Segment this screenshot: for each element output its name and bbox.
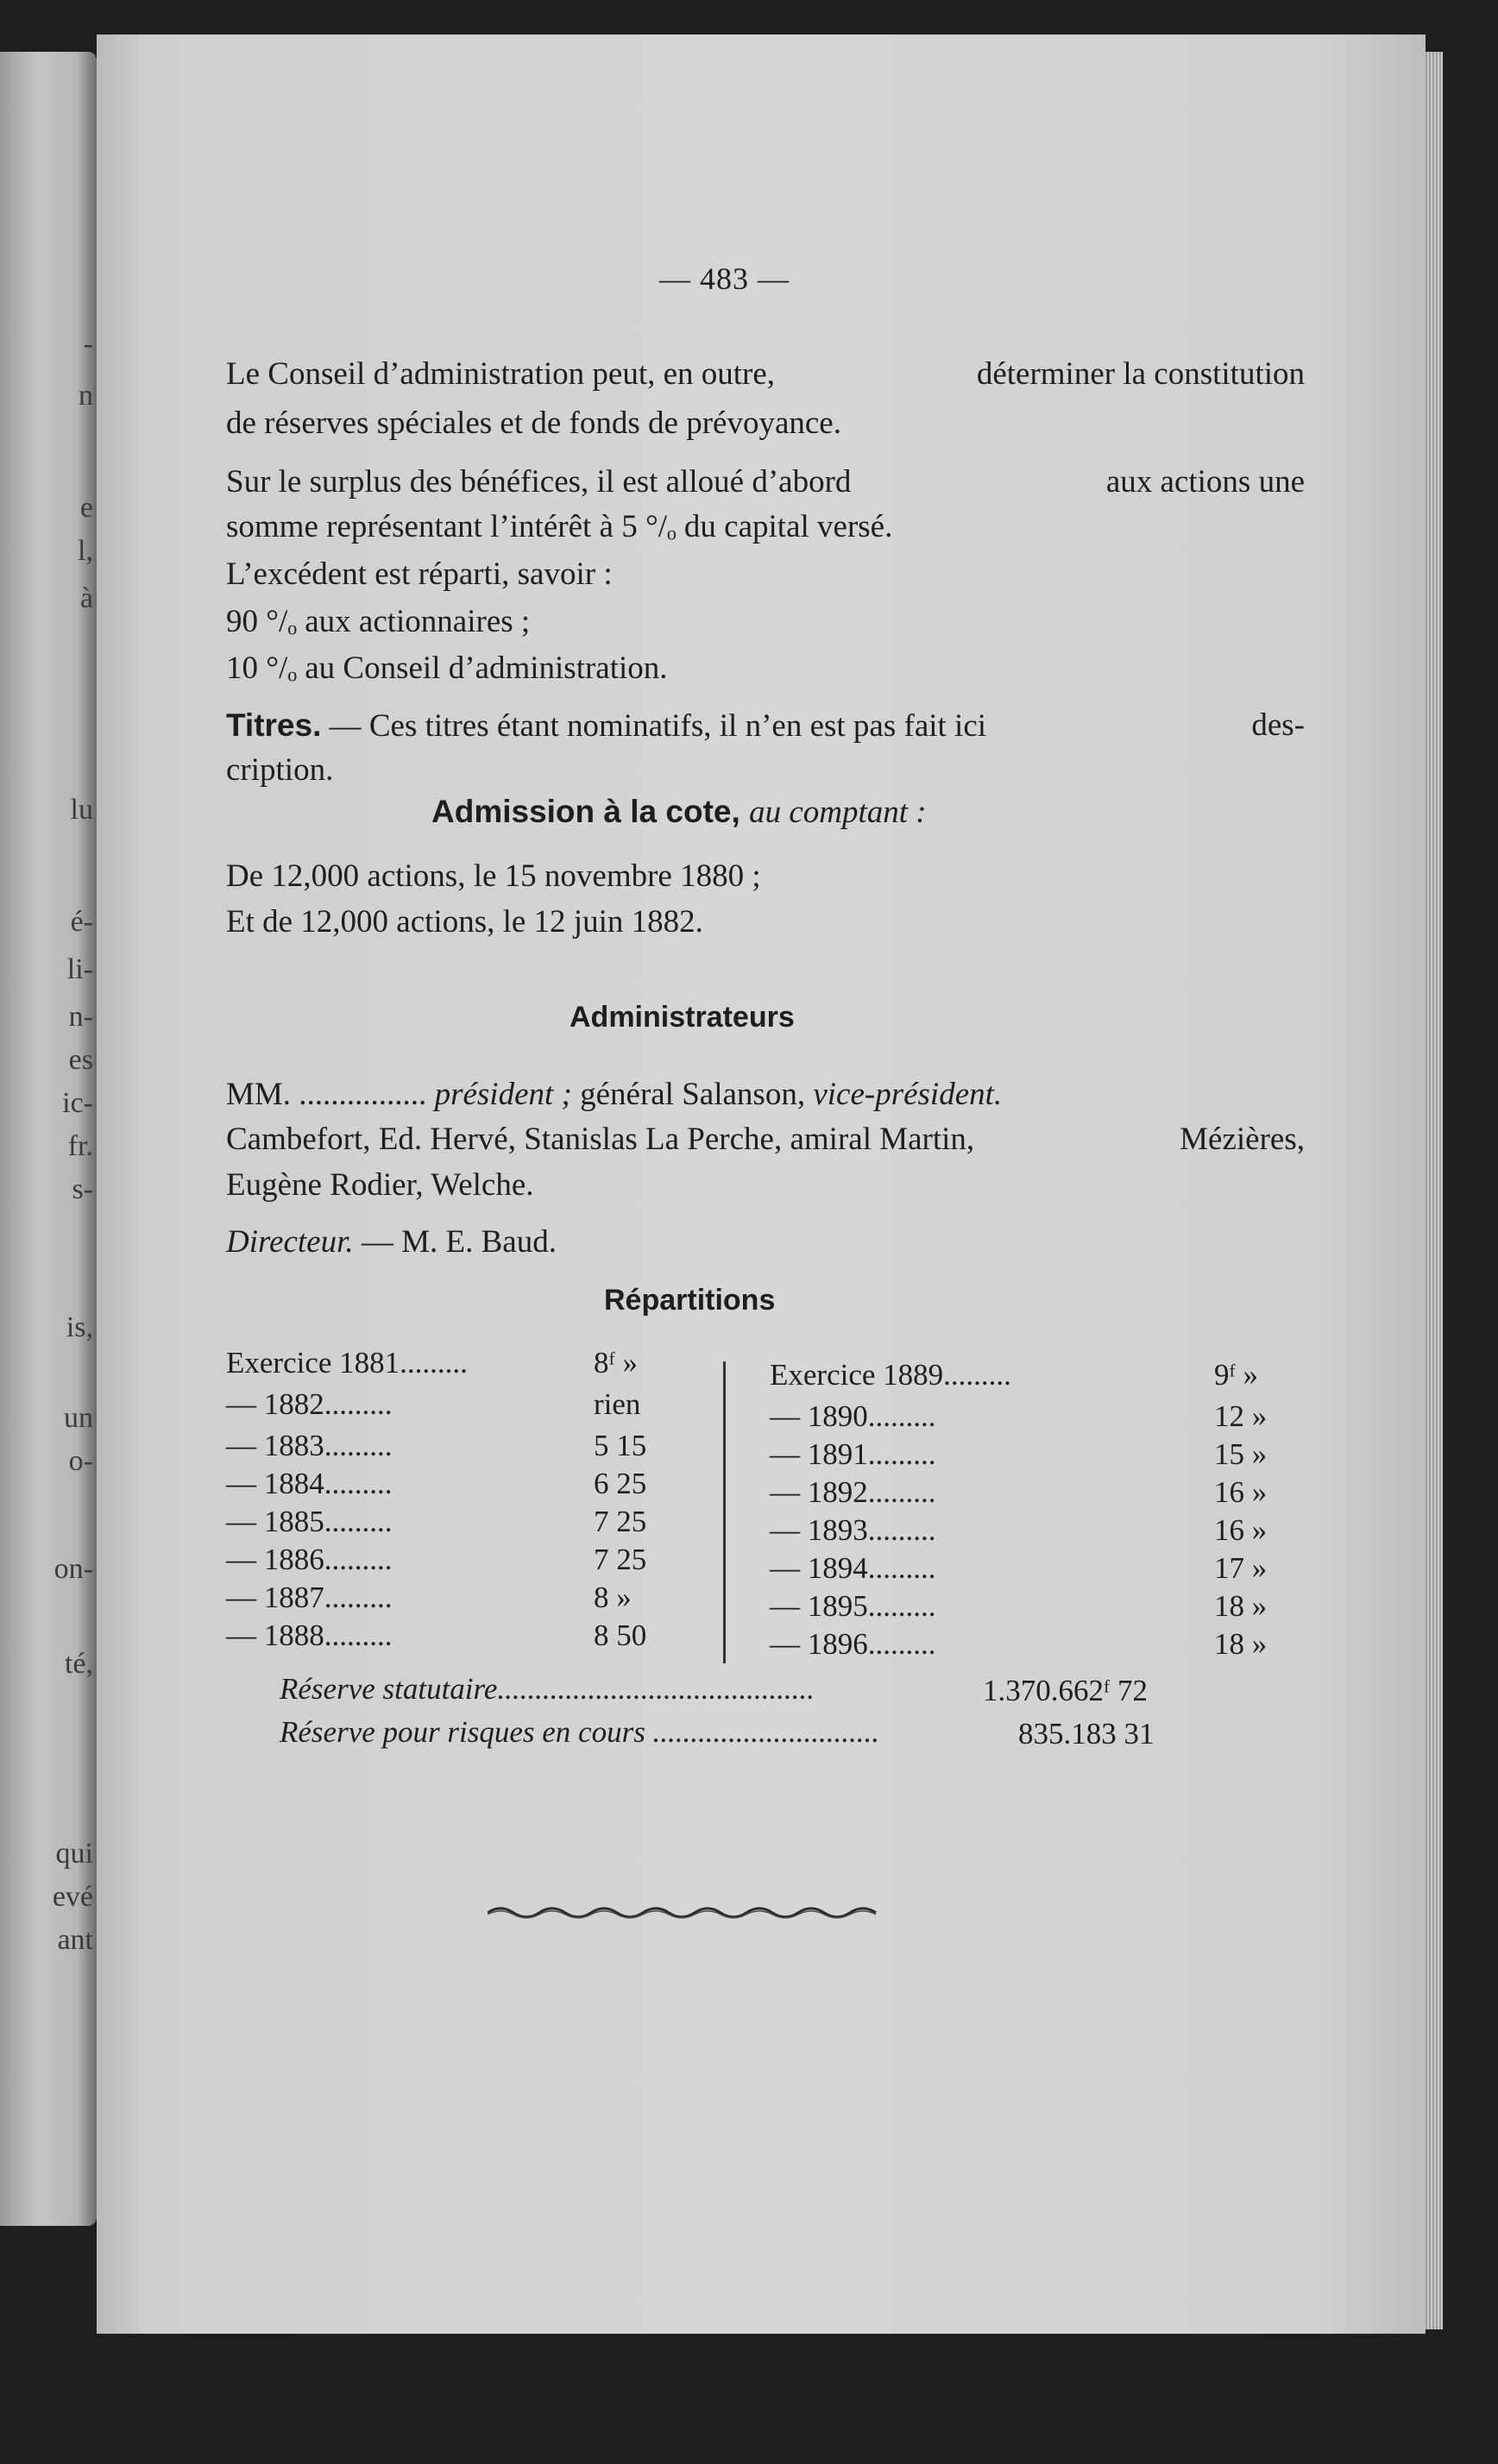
- margin-fragment: n: [79, 380, 93, 412]
- reserve-risques-value: 835.183 31: [1018, 1717, 1155, 1751]
- margin-fragment: qui: [55, 1838, 93, 1870]
- table-cell-value: 17 »: [1214, 1551, 1268, 1585]
- paragraph-line: 10 °/ₒ au Conseil d’administration.: [226, 651, 668, 686]
- table-cell-value: 18 »: [1214, 1627, 1268, 1661]
- table-cell-value: 15 »: [1214, 1437, 1268, 1471]
- table-row: — 1885.........: [226, 1505, 393, 1538]
- margin-fragment: e: [79, 492, 93, 524]
- admission-heading: Admission à la cote, au comptant :: [431, 794, 927, 830]
- paragraph-line: de réserves spéciales et de fonds de prévoyance.: [226, 405, 841, 441]
- table-row: — 1890.........: [770, 1399, 936, 1433]
- margin-fragment: s-: [72, 1173, 93, 1205]
- margin-fragment: té,: [64, 1648, 93, 1680]
- administrators-line: MM. ................ président ; général Salanson, vice-président.: [226, 1077, 1003, 1112]
- table-row: Exercice 1889.........: [770, 1358, 1011, 1392]
- repartitions-heading: Répartitions: [604, 1284, 776, 1317]
- table-row: — 1891.........: [770, 1437, 936, 1471]
- facing-page-edge: [0, 52, 97, 2226]
- table-cell-value: 18 »: [1214, 1589, 1268, 1623]
- margin-fragment: n-: [68, 1001, 93, 1033]
- table-cell-value: 7 25: [594, 1543, 647, 1576]
- margin-fragment: é-: [70, 906, 93, 938]
- director-line: Directeur. — M. E. Baud.: [226, 1224, 557, 1260]
- table-cell-value: 16 »: [1214, 1513, 1268, 1547]
- margin-fragment: fr.: [67, 1130, 93, 1162]
- margin-fragment: li-: [66, 953, 93, 985]
- paragraph-line: somme représentant l’intérêt à 5 °/ₒ du capital versé.: [226, 509, 893, 544]
- paragraph-line: Et de 12,000 actions, le 12 juin 1882.: [226, 904, 703, 940]
- margin-fragment: l,: [78, 535, 93, 567]
- margin-fragment: on-: [54, 1553, 93, 1585]
- paragraph-line: cription.: [226, 752, 334, 788]
- table-cell-value: 16 »: [1214, 1475, 1268, 1509]
- table-row: — 1886.........: [226, 1543, 393, 1576]
- margin-fragment: ic-: [62, 1087, 93, 1119]
- table-cell-value: 12 »: [1214, 1399, 1268, 1433]
- reserve-statutaire-label: Réserve statutaire..........................................: [280, 1672, 815, 1706]
- table-cell-value: rien: [594, 1387, 641, 1421]
- table-row: — 1883.........: [226, 1429, 393, 1462]
- table-row: Exercice 1881.........: [226, 1346, 468, 1380]
- table-row: — 1888.........: [226, 1619, 393, 1652]
- administrateurs-heading: Administrateurs: [570, 1001, 795, 1034]
- table-cell-value: 5 15: [594, 1429, 647, 1462]
- administrators-line: Eugène Rodier, Welche.: [226, 1167, 534, 1203]
- titres-label: Titres.: [226, 707, 322, 743]
- margin-fragment: is,: [66, 1311, 93, 1343]
- decorative-wave-rule: [488, 1902, 884, 1923]
- margin-fragment: o-: [68, 1445, 93, 1477]
- table-column-divider: [723, 1361, 726, 1663]
- reserve-risques-label: Réserve pour risques en cours ..............................: [280, 1715, 880, 1749]
- table-row: — 1893.........: [770, 1513, 936, 1547]
- reserve-statutaire-value: 1.370.662ᶠ 72: [983, 1674, 1149, 1707]
- table-row: — 1887.........: [226, 1581, 393, 1614]
- margin-fragment: lu: [70, 794, 93, 826]
- margin-fragment: -: [83, 328, 93, 360]
- table-row: — 1884.........: [226, 1467, 393, 1500]
- page-number: — 483 —: [659, 261, 790, 296]
- paragraph-line: Sur le surplus des bénéfices, il est alloué d’abord aux actions une: [226, 464, 1305, 500]
- page: [97, 35, 1426, 2334]
- table-cell-value: 8 50: [594, 1619, 647, 1652]
- paragraph-line: L’excédent est réparti, savoir :: [226, 556, 613, 592]
- table-row: — 1894.........: [770, 1551, 936, 1585]
- margin-fragment: un: [64, 1402, 93, 1434]
- table-row: — 1892.........: [770, 1475, 936, 1509]
- table-row: — 1895.........: [770, 1589, 936, 1623]
- table-cell-value: 7 25: [594, 1505, 647, 1538]
- table-cell-value: 6 25: [594, 1467, 647, 1500]
- administrators-line: Cambefort, Ed. Hervé, Stanislas La Perche, amiral Martin, Mézières,: [226, 1122, 1305, 1157]
- titres-line: Titres. — Ces titres étant nominatifs, il n’en est pas fait ici des-: [226, 707, 1305, 744]
- margin-fragment: à: [79, 582, 93, 614]
- table-cell-value: 9ᶠ »: [1214, 1358, 1259, 1392]
- margin-fragment: es: [68, 1044, 93, 1076]
- margin-fragment: evé: [52, 1881, 93, 1913]
- margin-fragment: ant: [57, 1924, 93, 1956]
- table-row: — 1896.........: [770, 1627, 936, 1661]
- book-page-stack-edge: [1426, 52, 1443, 2329]
- paragraph-line: Le Conseil d’administration peut, en outre, déterminer la constitution: [226, 356, 1305, 392]
- table-row: — 1882.........: [226, 1387, 393, 1421]
- paragraph-line: De 12,000 actions, le 15 novembre 1880 ;: [226, 858, 761, 894]
- table-cell-value: 8 »: [594, 1581, 632, 1614]
- paragraph-line: 90 °/ₒ aux actionnaires ;: [226, 604, 531, 639]
- table-cell-value: 8ᶠ »: [594, 1346, 639, 1380]
